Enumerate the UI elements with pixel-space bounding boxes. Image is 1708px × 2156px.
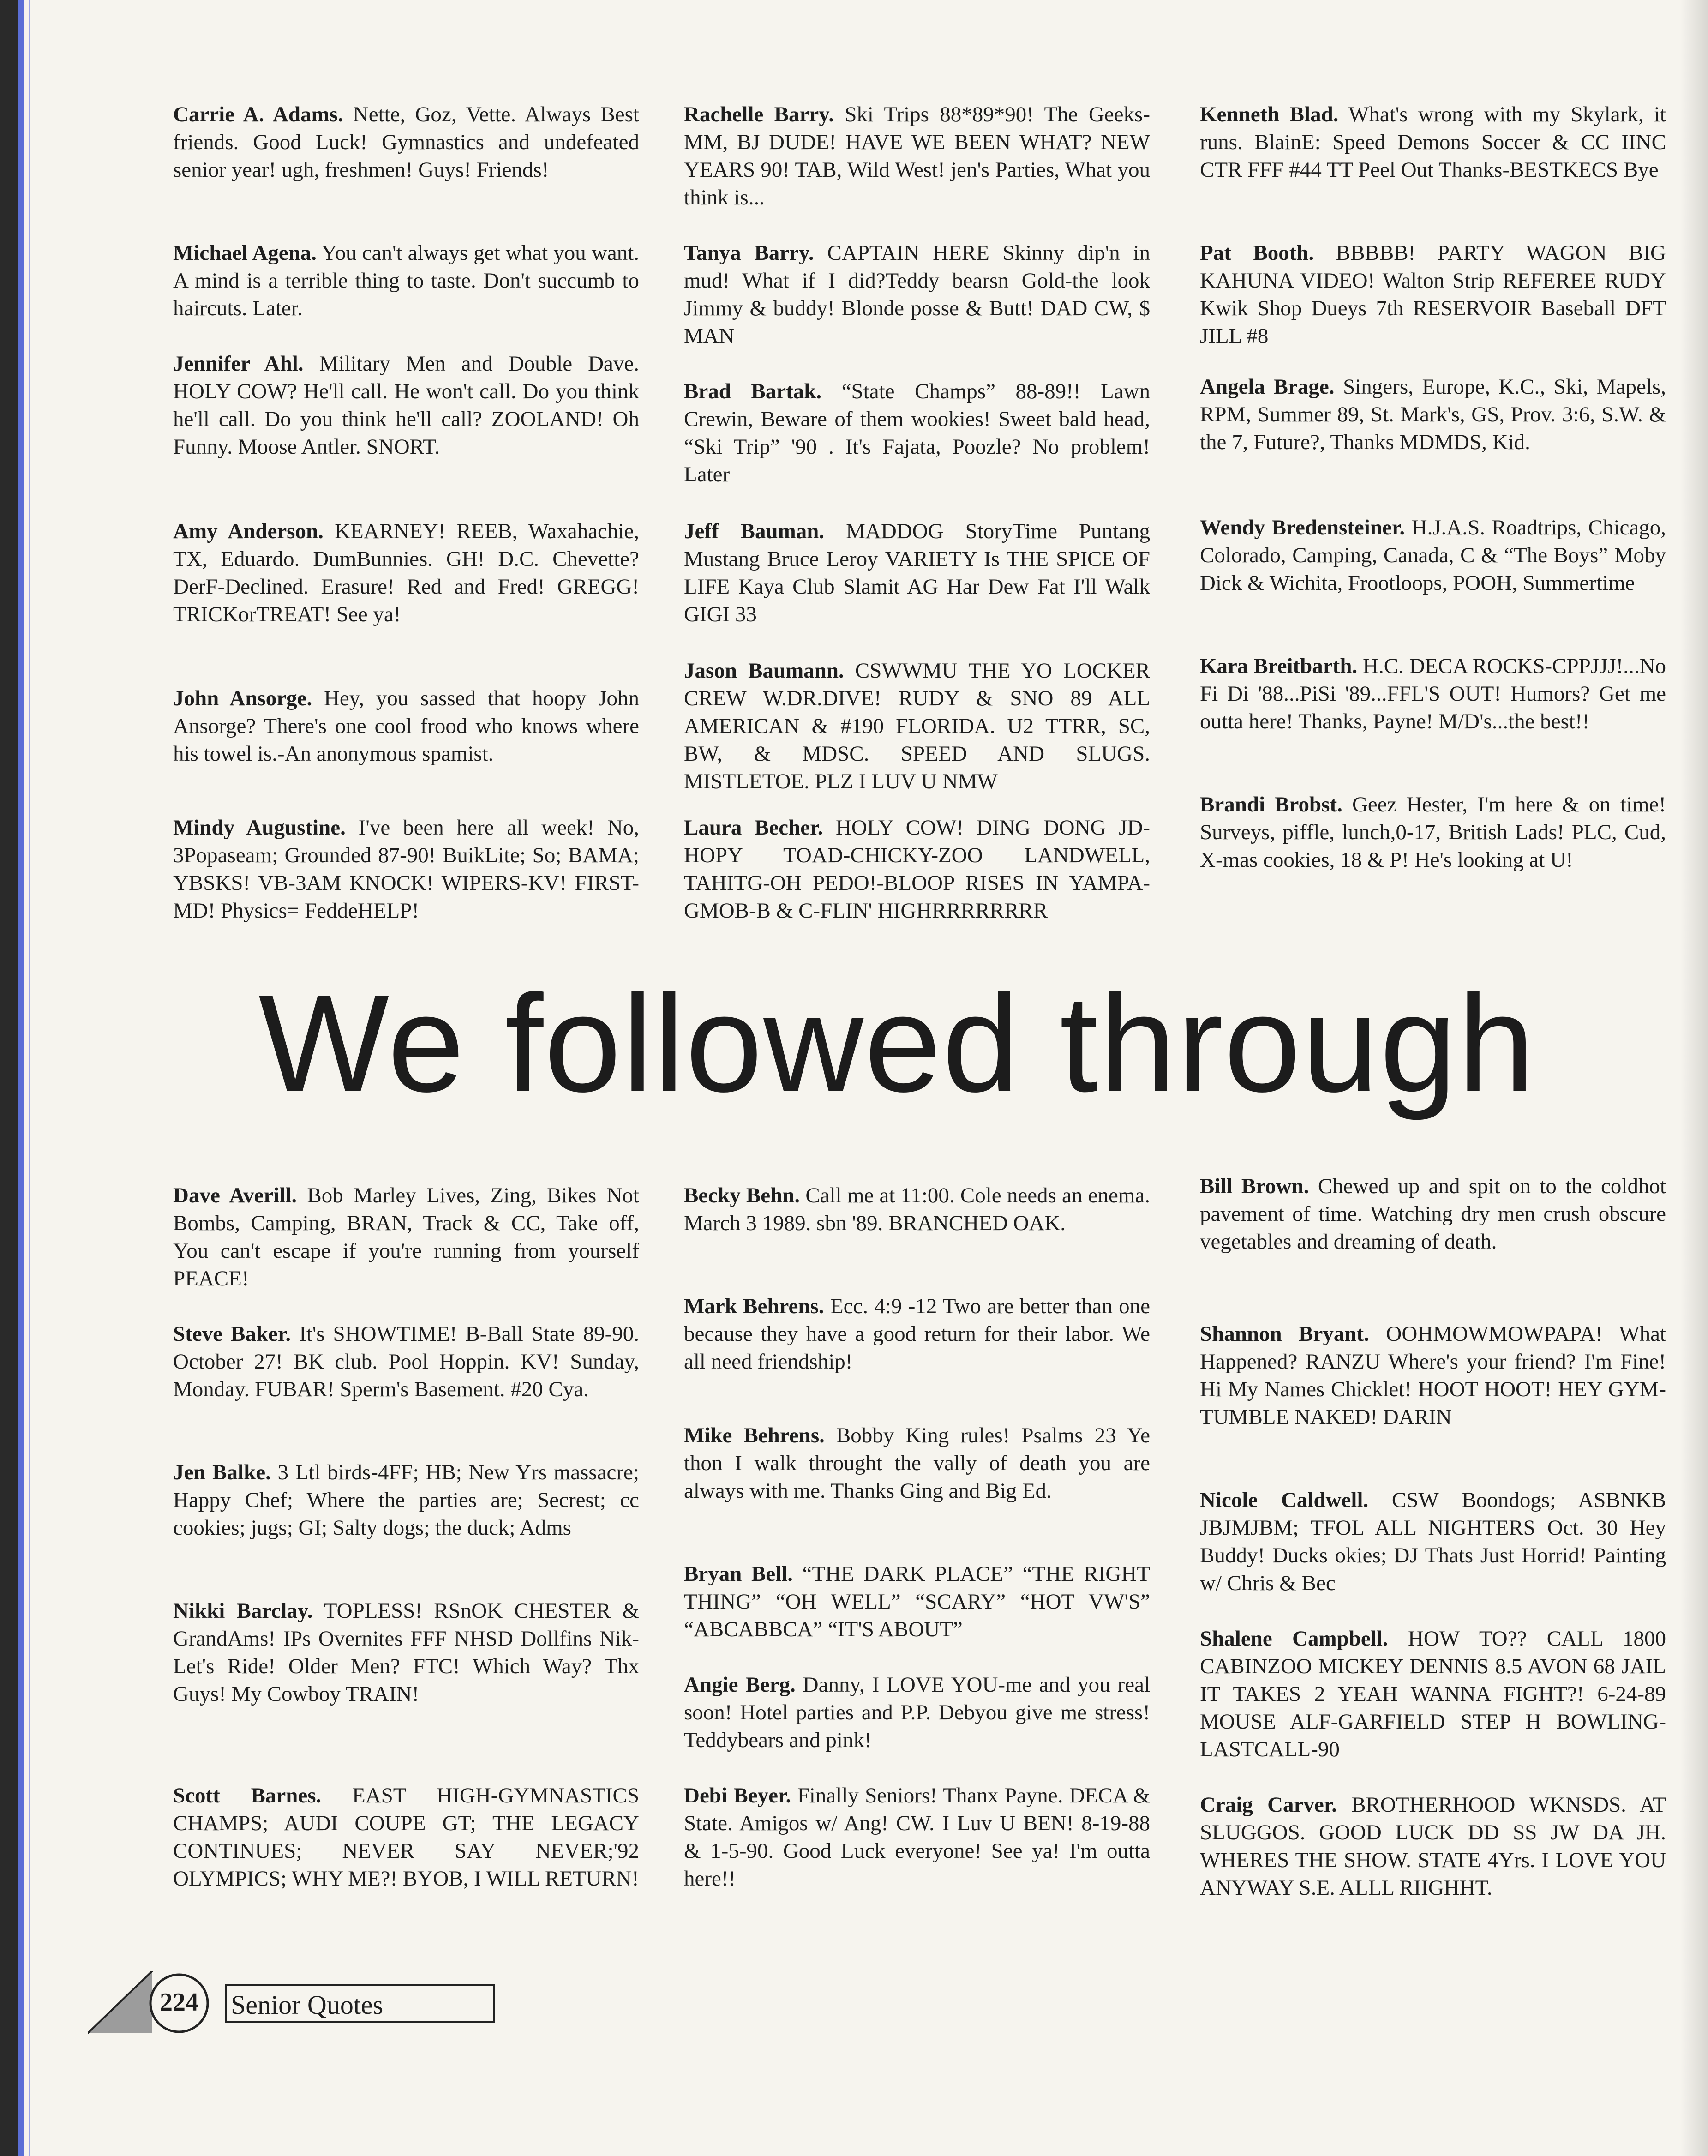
quote-text: EAST HIGH-GYMNASTICS CHAMPS; AUDI COUPE GT; THE LEGACY CONTINUES; NEVER SAY NEVER;'92 OLYMPICS; WHY ME?! BYOB, I WILL RETURN! <box>173 1784 639 1891</box>
student-name: Wendy Bredensteiner. <box>1200 516 1405 540</box>
quote-text: “State Champs” 88-89!! Lawn Crewin, Beware of them wookies! Sweet bald head, “Ski Trip” '90 . It's Fajata, Poozle? No problem! Later <box>684 379 1150 486</box>
quote-entry <box>1200 514 1666 597</box>
page-edge-shadow <box>1680 0 1708 2156</box>
student-name: Scott Barnes. <box>173 1784 322 1808</box>
quote-entry <box>1200 1791 1666 1902</box>
quote-text: Bobby King rules! Psalms 23 Ye thon I walk throught the vally of death you are always with me. Thanks Ging and Big Ed. <box>684 1423 1150 1503</box>
student-name: John Ansorge. <box>173 686 312 710</box>
student-name: Shannon Bryant. <box>1200 1322 1369 1346</box>
quote-entry <box>1200 1320 1666 1431</box>
student-name: Jeff Bauman. <box>684 519 825 543</box>
quote-text: HOW TO?? CALL 1800 CABINZOO MICKEY DENNIS 8.5 AVON 68 JAIL IT TAKES 2 YEAH WANNA FIGHT?! 6-24-89 MOUSE ALF-GARFIELD STEP H BOWLING-LASTCALL-90 <box>1200 1627 1666 1761</box>
student-name: Mindy Augustine. <box>173 816 346 840</box>
quote-entry <box>684 1422 1150 1505</box>
quote-text: CAPTAIN HERE Skinny dip'n in mud! What if I did?Teddy bearsn Gold-the look Jimmy & buddy! Blonde posse & Butt! DAD CW, $ MAN <box>684 241 1150 348</box>
quote-text: You can't always get what you want. A mind is a terrible thing to taste. Don't succumb to haircuts. Later. <box>173 241 639 320</box>
student-name: Carrie A. Adams. <box>173 102 343 126</box>
quote-entry <box>173 239 639 322</box>
quote-entry <box>1200 1486 1666 1597</box>
student-name: Nikki Barclay. <box>173 1599 313 1623</box>
quote-entry <box>173 814 639 925</box>
quote-text: Finally Seniors! Thanx Payne. DECA & State. Amigos w/ Ang! CW. I Luv U BEN! 8-19-88 & 1-5-90. Good Luck everyone! See ya! I'm outta here!! <box>684 1784 1150 1891</box>
quote-entry <box>1200 1625 1666 1763</box>
quote-entry <box>684 101 1150 211</box>
student-name: Kenneth Blad. <box>1200 102 1339 126</box>
student-name: Shalene Campbell. <box>1200 1627 1388 1651</box>
student-name: Jen Balke. <box>173 1460 271 1484</box>
quote-text: Ecc. 4:9 -12 Two are better than one because they have a good return for their labor. We all need friendship! <box>684 1294 1150 1374</box>
quote-entry <box>1200 239 1666 350</box>
quote-text: Chewed up and spit on to the coldhot pavement of time. Watching dry men crush obscure vegetables and dreaming of death. <box>1200 1174 1666 1254</box>
student-name: Brad Bartak. <box>684 379 822 403</box>
quote-entry <box>1200 791 1666 874</box>
student-name: Becky Behn. <box>684 1183 800 1207</box>
quote-entry <box>173 1597 639 1708</box>
quote-text: CSWWMU THE YO LOCKER CREW W.DR.DIVE! RUDY & SNO 89 ALL AMERICAN & #190 FLORIDA. U2 TTRR, SC, BW, & MDSC. SPEED AND SLUGS. MISTLETOE. PLZ I LUV U NMW <box>684 659 1150 793</box>
quote-entry <box>173 1459 639 1542</box>
student-name: Nicole Caldwell. <box>1200 1488 1369 1512</box>
student-name: Bill Brown. <box>1200 1174 1309 1198</box>
quote-text: Hey, you sassed that hoopy John Ansorge? There's one cool frood who knows where his towel is.-An anonymous spamist. <box>173 686 639 766</box>
student-name: Amy Anderson. <box>173 519 324 543</box>
quote-text: H.C. DECA ROCKS-CPPJJJ!...No Fi Di '88...PiSi '89...FFL'S OUT! Humors? Get me outta here! Thanks, Payne! M/D's...the best!! <box>1200 654 1666 733</box>
quote-text: What's wrong with my Skylark, it runs. BlainE: Speed Demons Soccer & CC IINC CTR FFF #44 TT Peel Out Thanks-BESTKECS Bye <box>1200 102 1666 182</box>
quote-entry <box>684 239 1150 350</box>
quote-text: Nette, Goz, Vette. Always Best friends. Good Luck! Gymnastics and undefeated senior year! ugh, freshmen! Guys! Friends! <box>173 102 639 182</box>
quote-entry <box>173 101 639 184</box>
student-name: Pat Booth. <box>1200 241 1314 265</box>
page-footer <box>88 1971 503 2036</box>
student-name: Angela Brage. <box>1200 375 1335 399</box>
quote-text: BBBBB! PARTY WAGON BIG KAHUNA VIDEO! Walton Strip REFEREE RUDY Kwik Shop Dueys 7th RESERVOIR Baseball DFT JILL #8 <box>1200 241 1666 348</box>
student-name: Rachelle Barry. <box>684 102 834 126</box>
quote-text: “THE DARK PLACE” “THE RIGHT THING” “OH WELL” “SCARY” “HOT VW'S” “ABCABBCA” “IT'S ABOUT” <box>684 1562 1150 1641</box>
student-name: Angie Berg. <box>684 1673 796 1697</box>
binding-stripe <box>18 0 24 2156</box>
quote-entry <box>1200 101 1666 184</box>
quote-entry <box>684 1782 1150 1892</box>
quote-text: It's SHOWTIME! B-Ball State 89-90. October 27! BK club. Pool Hoppin. KV! Sunday, Monday. FUBAR! Sperm's Basement. #20 Cya. <box>173 1322 639 1401</box>
quote-text: 3 Ltl birds-4FF; HB; New Yrs massacre; Happy Chef; Where the parties are; Secrest; cc cookies; jugs; GI; Salty dogs; the duck; Adms <box>173 1460 639 1540</box>
binding-edge <box>0 0 18 2156</box>
quote-entry <box>173 517 639 628</box>
quote-entry <box>173 1182 639 1292</box>
quote-text: BROTHERHOOD WKNSDS. AT SLUGGOS. GOOD LUCK DD SS JW DA JH. WHERES THE SHOW. STATE 4Yrs. I LOVE YOU ANYWAY S.E. ALLL RIIGHHT. <box>1200 1793 1666 1900</box>
quote-entry <box>173 350 639 461</box>
quote-entry <box>684 1560 1150 1643</box>
quote-entry <box>684 378 1150 488</box>
student-name: Mark Behrens. <box>684 1294 824 1318</box>
student-name: Jennifer Ahl. <box>173 352 304 376</box>
quote-text: Call me at 11:00. Cole needs an enema. March 3 1989. sbn '89. BRANCHED OAK. <box>684 1183 1150 1235</box>
quote-text: I've been here all week! No, 3Popaseam; Grounded 87-90! BuikLite; So; BAMA; YBSKS! VB-3AM KNOCK! WIPERS-KV! FIRST-MD! Physics= FeddeHELP! <box>173 816 640 923</box>
quote-entry <box>173 685 639 768</box>
quote-entry <box>684 1292 1150 1375</box>
quote-entry <box>684 657 1150 795</box>
student-name: Laura Becher. <box>684 816 823 840</box>
quote-text: TOPLESS! RSnOK CHESTER & GrandAms! IPs Overnites FFF NHSD Dollfins Nik- Let's Ride! Older Men? FTC! Which Way? Thx Guys! My Cowboy TRAIN! <box>173 1599 639 1706</box>
quote-text: CSW Boondogs; ASBNKB JBJMJBM; TFOL ALL NIGHTERS Oct. 30 Hey Buddy! Ducks okies; DJ Thats Just Horrid! Painting w/ Chris & Bec <box>1200 1488 1666 1595</box>
student-name: Mike Behrens. <box>684 1423 825 1447</box>
student-name: Bryan Bell. <box>684 1562 793 1586</box>
student-name: Craig Carver. <box>1200 1793 1337 1817</box>
binding-line <box>29 0 30 2156</box>
quote-entry <box>173 1782 639 1892</box>
section-title: Senior Quotes <box>231 1990 384 2020</box>
quote-entry <box>1200 652 1666 735</box>
quote-entry <box>1200 373 1666 456</box>
student-name: Brandi Brobst. <box>1200 793 1342 817</box>
quote-text: Singers, Europe, K.C., Ski, Mapels, RPM, Summer 89, St. Mark's, GS, Prov. 3:6, S.W. & the 7, Future?, Thanks MDMDS, Kid. <box>1200 375 1666 454</box>
quote-entry <box>684 1182 1150 1237</box>
quote-entry <box>684 814 1150 925</box>
quote-entry <box>173 1320 639 1403</box>
student-name: Jason Baumann. <box>684 659 844 683</box>
headline: We followed through <box>258 966 1536 1121</box>
quote-text: Ski Trips 88*89*90! The Geeks-MM, BJ DUDE! HAVE WE BEEN WHAT? NEW YEARS 90! TAB, Wild West! jen's Parties, What you think is... <box>684 102 1150 210</box>
student-name: Tanya Barry. <box>684 241 814 265</box>
student-name: Dave Averill. <box>173 1183 297 1207</box>
student-name: Kara Breitbarth. <box>1200 654 1358 678</box>
quote-text: KEARNEY! REEB, Waxahachie, TX, Eduardo. DumBunnies. GH! D.C. Chevette? DerF-Declined. Erasure! Red and Fred! GREGG! TRICKorTREAT! See ya! <box>173 519 640 626</box>
student-name: Steve Baker. <box>173 1322 291 1346</box>
quote-text: Bob Marley Lives, Zing, Bikes Not Bombs, Camping, BRAN, Track & CC, Take off, You can't escape if you're running from yourself PEACE! <box>173 1183 639 1291</box>
quote-text: HOLY COW! DING DONG JD-HOPY TOAD-CHICKY-ZOO LANDWELL, TAHITG-OH PEDO!-BLOOP RISES IN YAMPA-GMOB-B & C-FLIN' HIGHRRRRRRRR <box>684 816 1150 923</box>
student-name: Debi Beyer. <box>684 1784 791 1808</box>
student-name: Michael Agena. <box>173 241 317 265</box>
quote-entry <box>684 1671 1150 1754</box>
quote-text: Military Men and Double Dave. HOLY COW? He'll call. He won't call. Do you think he'll call. Do you think he'll call? ZOOLAND! Oh Funny. Moose Antler. SNORT. <box>173 352 639 459</box>
quote-text: Geez Hester, I'm here & on time! Surveys, piffle, lunch,0-17, British Lads! PLC, Cud, X-mas cookies, 18 & P! He's looking at U! <box>1200 793 1666 872</box>
quote-text: MADDOG StoryTime Puntang Mustang Bruce Leroy VARIETY Is THE SPICE OF LIFE Kaya Club Slamit AG Har Dew Fat I'll Walk GIGI 33 <box>684 519 1150 626</box>
quote-text: H.J.A.S. Roadtrips, Chicago, Colorado, Camping, Canada, C & “The Boys” Moby Dick & Wichita, Frootloops, POOH, Summertime <box>1200 516 1666 595</box>
quote-entry <box>684 517 1150 628</box>
quote-entry <box>1200 1172 1666 1255</box>
page-number: 224 <box>160 1988 198 2017</box>
quote-text: Danny, I LOVE YOU-me and you real soon! Hotel parties and P.P. Debyou give me stress! Teddybears and pink! <box>684 1673 1150 1752</box>
quote-text: OOHMOWMOWPAPA! What Happened? RANZU Where's your friend? I'm Fine! Hi My Names Chicklet! HOOT HOOT! HEY GYM-TUMBLE NAKED! DARIN <box>1200 1322 1666 1429</box>
